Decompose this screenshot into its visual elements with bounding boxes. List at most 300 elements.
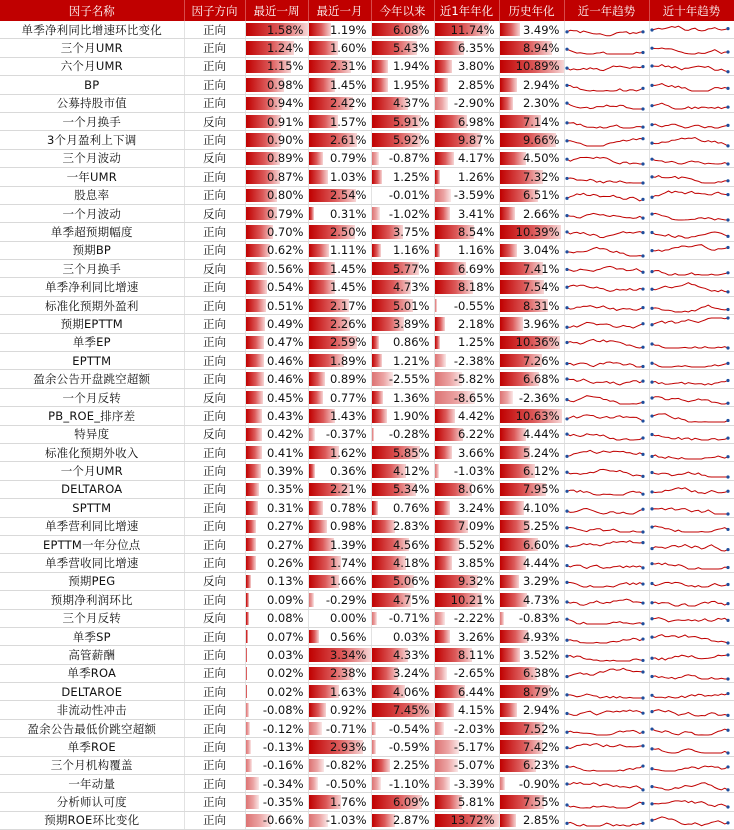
sparkline-line <box>652 729 728 735</box>
week-return-cell <box>245 76 308 94</box>
sparkline-marker <box>641 493 644 496</box>
sparkline-line <box>652 817 728 826</box>
sparkline <box>650 592 730 608</box>
ytd-return-value: -2.55% <box>389 372 434 386</box>
sparkline-marker <box>650 47 653 50</box>
value-bar <box>435 612 445 625</box>
sparkline-marker <box>565 30 568 33</box>
sparkline <box>650 776 730 792</box>
week-return-cell <box>245 168 308 186</box>
1y-annualized-cell <box>434 223 499 241</box>
week-return-value: 0.94% <box>267 96 308 110</box>
trend-10y-cell <box>649 683 734 701</box>
hist-annualized-cell <box>499 627 564 645</box>
table-row <box>0 241 734 259</box>
trend-10y-cell <box>649 591 734 609</box>
factor-name: 单季净利同比增速环比变化 <box>0 21 184 39</box>
sparkline-line <box>567 213 643 218</box>
sparkline-marker <box>726 401 729 404</box>
sparkline-line <box>652 124 728 128</box>
week-return-cell <box>245 664 308 682</box>
sparkline-line <box>567 340 643 349</box>
sparkline <box>565 721 645 737</box>
sparkline <box>565 22 645 38</box>
sparkline <box>565 187 645 203</box>
week-return-cell <box>245 388 308 406</box>
1y-annualized-cell <box>434 646 499 664</box>
hist-annualized-cell <box>499 738 564 756</box>
month-return-value: 0.79% <box>330 151 371 165</box>
trend-10y-cell <box>649 756 734 774</box>
week-return-cell <box>245 39 308 57</box>
trend-10y-cell <box>649 388 734 406</box>
1y-annualized-value: 3.41% <box>458 207 499 221</box>
sparkline-line <box>652 363 728 367</box>
trend-1y-cell <box>564 370 649 388</box>
factor-direction: 正向 <box>184 646 245 664</box>
sparkline-line <box>567 434 643 440</box>
trend-10y-cell <box>649 443 734 461</box>
sparkline <box>650 316 730 332</box>
trend-10y-cell <box>649 425 734 443</box>
trend-1y-cell <box>564 793 649 811</box>
sparkline-marker <box>650 123 653 126</box>
sparkline-line <box>567 379 643 385</box>
table-row <box>0 296 734 314</box>
value-bar <box>372 244 382 257</box>
sparkline <box>650 684 730 700</box>
sparkline <box>565 794 645 810</box>
month-return-value: 1.19% <box>330 23 371 37</box>
value-bar <box>246 409 263 422</box>
1y-annualized-value: -5.07% <box>454 758 499 772</box>
factor-direction: 反向 <box>184 204 245 222</box>
week-return-value: 0.54% <box>267 280 308 294</box>
month-return-cell <box>308 719 371 737</box>
sparkline-line <box>652 634 728 642</box>
sparkline-marker <box>726 653 729 656</box>
table-row <box>0 535 734 553</box>
table-row <box>0 646 734 664</box>
sparkline-marker <box>650 727 653 730</box>
value-bar <box>435 189 452 202</box>
value-bar <box>500 244 518 257</box>
1y-annualized-cell <box>434 57 499 75</box>
table-row <box>0 21 734 39</box>
sparkline-marker <box>650 747 653 750</box>
1y-annualized-value: -8.65% <box>454 391 499 405</box>
sparkline-marker <box>650 819 653 822</box>
table-row <box>0 572 734 590</box>
factor-direction: 正向 <box>184 499 245 517</box>
factor-name: 3个月盈利上下调 <box>0 131 184 149</box>
value-bar <box>372 814 396 827</box>
1y-annualized-value: 3.24% <box>458 501 499 515</box>
week-return-cell <box>245 278 308 296</box>
sparkline-marker <box>641 365 644 368</box>
month-return-cell <box>308 407 371 425</box>
sparkline-line <box>567 565 643 568</box>
1y-annualized-cell <box>434 315 499 333</box>
hist-annualized-cell <box>499 443 564 461</box>
sparkline-marker <box>641 288 644 291</box>
trend-10y-cell <box>649 241 734 259</box>
sparkline <box>565 555 645 571</box>
sparkline-marker <box>650 785 653 788</box>
trend-10y-cell <box>649 260 734 278</box>
ytd-return-value: 5.77% <box>393 262 434 276</box>
value-bar <box>246 317 265 330</box>
value-bar <box>309 777 318 790</box>
sparkline-marker <box>650 562 653 565</box>
trend-1y-cell <box>564 756 649 774</box>
factor-name: 一个月换手 <box>0 112 184 130</box>
1y-annualized-value: -3.39% <box>454 777 499 791</box>
hist-annualized-cell <box>499 462 564 480</box>
sparkline-marker <box>565 527 568 530</box>
month-return-cell <box>308 149 371 167</box>
hist-annualized-cell <box>499 149 564 167</box>
factor-name: BP <box>0 76 184 94</box>
sparkline <box>650 610 730 626</box>
sparkline-marker <box>726 50 729 53</box>
week-return-value: 0.70% <box>267 225 308 239</box>
factor-direction: 正向 <box>184 664 245 682</box>
factor-name: EPTTM一年分位点 <box>0 535 184 553</box>
sparkline-marker <box>650 28 653 31</box>
value-bar <box>246 501 258 514</box>
month-return-cell <box>308 352 371 370</box>
sparkline-marker <box>641 322 644 325</box>
ytd-return-value: 4.73% <box>393 280 434 294</box>
factor-direction: 正向 <box>184 21 245 39</box>
table-row <box>0 168 734 186</box>
sparkline-marker <box>650 635 653 638</box>
1y-annualized-value: 6.98% <box>458 115 499 129</box>
table-row <box>0 811 734 829</box>
sparkline-line <box>652 601 728 606</box>
value-bar <box>372 391 383 404</box>
factor-direction: 正向 <box>184 186 245 204</box>
week-return-value: 0.79% <box>267 207 308 221</box>
ytd-return-cell <box>371 756 434 774</box>
1y-annualized-cell <box>434 775 499 793</box>
sparkline <box>565 647 645 663</box>
sparkline-line <box>652 782 728 789</box>
value-bar <box>309 152 324 165</box>
factor-direction: 正向 <box>184 443 245 461</box>
sparkline-marker <box>726 379 729 382</box>
sparkline-line <box>567 362 643 367</box>
week-return-cell <box>245 315 308 333</box>
sparkline-marker <box>650 231 653 234</box>
sparkline-marker <box>650 343 653 346</box>
sparkline-marker <box>726 290 729 293</box>
factor-name: 一年动量 <box>0 775 184 793</box>
value-bar <box>372 78 388 91</box>
ytd-return-value: 1.16% <box>393 243 434 257</box>
sparkline-marker <box>726 455 729 458</box>
sparkline-marker <box>641 66 644 69</box>
sparkline-line <box>567 655 643 661</box>
factor-name: 三个月波动 <box>0 149 184 167</box>
sparkline <box>650 371 730 387</box>
sparkline <box>565 242 645 258</box>
trend-1y-cell <box>564 609 649 627</box>
sparkline-marker <box>650 288 653 291</box>
1y-annualized-value: 4.15% <box>458 703 499 717</box>
value-bar <box>309 520 327 533</box>
ytd-return-value: 1.94% <box>393 59 434 73</box>
sparkline-marker <box>641 452 644 455</box>
ytd-return-value: 5.91% <box>393 115 434 129</box>
week-return-value: 0.87% <box>267 170 308 184</box>
1y-annualized-value: 2.85% <box>458 78 499 92</box>
ytd-return-cell <box>371 94 434 112</box>
sparkline-line <box>567 802 643 808</box>
week-return-cell <box>245 572 308 590</box>
1y-annualized-value: 8.18% <box>458 280 499 294</box>
hist-annualized-cell <box>499 517 564 535</box>
month-return-value: 1.03% <box>330 170 371 184</box>
sparkline-marker <box>726 246 729 249</box>
value-bar <box>309 703 326 716</box>
table-row <box>0 352 734 370</box>
week-return-value: 0.39% <box>267 464 308 478</box>
1y-annualized-cell <box>434 39 499 57</box>
sparkline <box>650 390 730 406</box>
sparkline-marker <box>565 712 568 715</box>
factor-direction: 正向 <box>184 39 245 57</box>
trend-1y-cell <box>564 462 649 480</box>
factor-name: 三个月反转 <box>0 609 184 627</box>
sparkline-marker <box>565 509 568 512</box>
sparkline-marker <box>565 730 568 733</box>
sparkline-line <box>567 669 643 677</box>
1y-annualized-cell <box>434 627 499 645</box>
hist-annualized-cell <box>499 94 564 112</box>
sparkline <box>565 316 645 332</box>
value-bar <box>435 501 450 514</box>
sparkline-marker <box>565 655 568 658</box>
ytd-return-value: 0.03% <box>393 630 434 644</box>
sparkline-marker <box>726 619 729 622</box>
factor-name: 分析师认可度 <box>0 793 184 811</box>
sparkline-marker <box>726 27 729 30</box>
sparkline-marker <box>641 380 644 383</box>
sparkline-marker <box>641 198 644 201</box>
factor-name: 标准化预期外收入 <box>0 443 184 461</box>
week-return-cell <box>245 149 308 167</box>
sparkline <box>565 463 645 479</box>
hist-annualized-cell <box>499 499 564 517</box>
sparkline-marker <box>650 249 653 252</box>
sparkline-line <box>652 381 728 386</box>
sparkline-line <box>652 83 728 90</box>
sparkline-marker <box>650 433 653 436</box>
sparkline-marker <box>650 381 653 384</box>
header-10y-trend: 近十年趋势 <box>649 0 734 21</box>
week-return-cell <box>245 21 308 39</box>
hist-annualized-value: 10.89% <box>516 59 564 73</box>
week-return-value: 0.56% <box>267 262 308 276</box>
sparkline-marker <box>641 712 644 715</box>
factor-name: 三个月换手 <box>0 260 184 278</box>
value-bar <box>246 428 262 441</box>
hist-annualized-cell <box>499 186 564 204</box>
value-bar <box>246 446 262 459</box>
sparkline-marker <box>726 71 729 74</box>
month-return-value: 2.61% <box>330 133 371 147</box>
trend-1y-cell <box>564 278 649 296</box>
sparkline-marker <box>641 346 644 349</box>
ytd-return-value: 4.37% <box>393 96 434 110</box>
value-bar <box>372 740 377 753</box>
month-return-value: 1.45% <box>330 280 371 294</box>
1y-annualized-value: 3.85% <box>458 556 499 570</box>
ytd-return-cell <box>371 719 434 737</box>
sparkline-marker <box>565 230 568 233</box>
value-bar <box>500 78 517 91</box>
1y-annualized-value: 1.26% <box>458 170 499 184</box>
value-bar <box>500 97 514 110</box>
factor-direction: 反向 <box>184 260 245 278</box>
value-bar <box>246 685 247 698</box>
sparkline-marker <box>641 822 644 825</box>
value-bar <box>435 630 450 643</box>
factor-name: 单季ROA <box>0 664 184 682</box>
week-return-cell <box>245 775 308 793</box>
week-return-value: -0.16% <box>263 758 308 772</box>
sparkline-marker <box>726 788 729 791</box>
hist-annualized-cell <box>499 223 564 241</box>
sparkline-marker <box>650 582 653 585</box>
week-return-cell <box>245 517 308 535</box>
hist-annualized-cell <box>499 57 564 75</box>
hist-annualized-value: 7.55% <box>523 795 564 809</box>
sparkline <box>565 426 645 442</box>
month-return-value: 2.59% <box>330 335 371 349</box>
ytd-return-cell <box>371 443 434 461</box>
1y-annualized-value: 13.72% <box>451 813 499 827</box>
hist-annualized-value: 6.12% <box>523 464 564 478</box>
sparkline-line <box>652 175 728 182</box>
sparkline-marker <box>650 802 653 805</box>
value-bar <box>372 520 396 533</box>
week-return-cell <box>245 260 308 278</box>
sparkline-line <box>652 232 728 238</box>
1y-annualized-value: 1.25% <box>458 335 499 349</box>
month-return-cell <box>308 186 371 204</box>
trend-1y-cell <box>564 719 649 737</box>
week-return-cell <box>245 296 308 314</box>
1y-annualized-cell <box>434 664 499 682</box>
sparkline-line <box>567 766 643 771</box>
1y-annualized-value: 6.69% <box>458 262 499 276</box>
month-return-cell <box>308 57 371 75</box>
trend-10y-cell <box>649 554 734 572</box>
sparkline-marker <box>726 316 729 319</box>
sparkline-line <box>567 744 643 749</box>
week-return-value: 0.02% <box>267 666 308 680</box>
sparkline-line <box>652 526 728 532</box>
ytd-return-value: 2.25% <box>393 758 434 772</box>
hist-annualized-value: 2.30% <box>523 96 564 110</box>
ytd-return-value: -0.01% <box>389 188 434 202</box>
table-row <box>0 701 734 719</box>
week-return-cell <box>245 443 308 461</box>
factor-direction: 反向 <box>184 609 245 627</box>
week-return-value: 0.13% <box>267 574 308 588</box>
week-return-cell <box>245 352 308 370</box>
value-bar <box>372 170 382 183</box>
hist-annualized-value: 10.63% <box>516 409 564 423</box>
factor-direction: 正向 <box>184 811 245 829</box>
factor-name: DELTAROA <box>0 480 184 498</box>
trend-1y-cell <box>564 241 649 259</box>
month-return-cell <box>308 811 371 829</box>
value-bar <box>435 409 456 422</box>
table-row <box>0 517 734 535</box>
hist-annualized-cell <box>499 39 564 57</box>
ytd-return-value: 2.83% <box>393 519 434 533</box>
week-return-value: 0.98% <box>267 78 308 92</box>
sparkline <box>565 150 645 166</box>
sparkline-line <box>567 194 643 202</box>
sparkline-marker <box>565 268 568 271</box>
sparkline <box>650 794 730 810</box>
trend-10y-cell <box>649 480 734 498</box>
ytd-return-cell <box>371 664 434 682</box>
factor-direction: 正向 <box>184 756 245 774</box>
ytd-return-value: 3.75% <box>393 225 434 239</box>
sparkline <box>565 95 645 111</box>
factor-name: 公募持股市值 <box>0 94 184 112</box>
sparkline-marker <box>650 471 653 474</box>
value-bar <box>435 170 441 183</box>
table-row <box>0 609 734 627</box>
sparkline <box>650 665 730 681</box>
1y-annualized-cell <box>434 112 499 130</box>
hist-annualized-value: 4.73% <box>523 593 564 607</box>
sparkline-marker <box>565 638 568 641</box>
table-row <box>0 407 734 425</box>
value-bar <box>246 795 260 808</box>
ytd-return-value: -1.02% <box>389 207 434 221</box>
1y-annualized-value: -2.22% <box>454 611 499 625</box>
1y-annualized-cell <box>434 811 499 829</box>
sparkline-line <box>567 103 643 109</box>
month-return-cell <box>308 94 371 112</box>
factor-name: 单季净利同比增速 <box>0 278 184 296</box>
sparkline-line <box>567 823 643 827</box>
factor-direction: 正向 <box>184 480 245 498</box>
ytd-return-cell <box>371 793 434 811</box>
ytd-return-cell <box>371 701 434 719</box>
month-return-cell <box>308 425 371 443</box>
factor-name: 盈余公告开盘跳空超额 <box>0 370 184 388</box>
value-bar <box>309 630 319 643</box>
sparkline-line <box>652 472 728 477</box>
sparkline-line <box>652 563 728 569</box>
hist-annualized-value: 6.23% <box>523 758 564 772</box>
sparkline-marker <box>650 306 653 309</box>
factor-name: 预期净利润环比 <box>0 591 184 609</box>
sparkline <box>650 40 730 56</box>
sparkline <box>565 40 645 56</box>
hist-annualized-value: 10.36% <box>516 335 564 349</box>
month-return-cell <box>308 664 371 682</box>
